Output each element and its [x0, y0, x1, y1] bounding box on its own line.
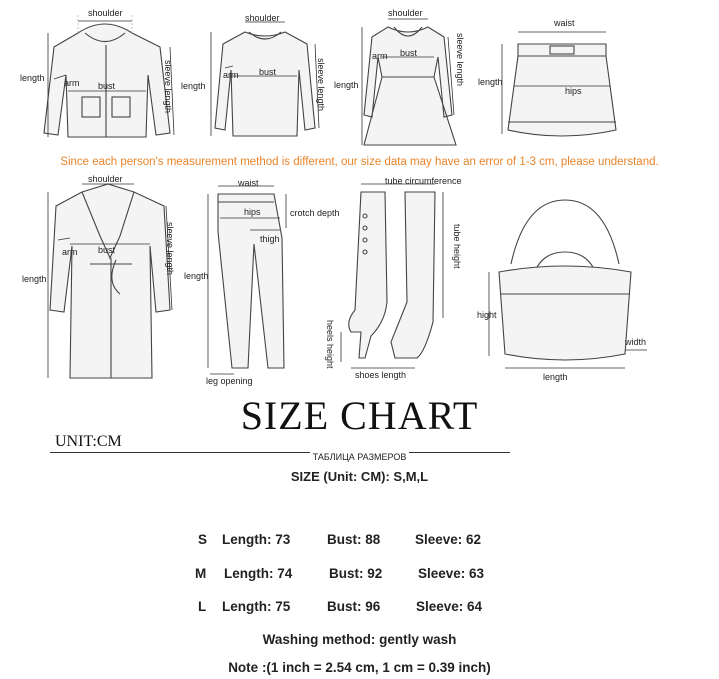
jacket-length-label: length — [20, 73, 45, 83]
dress-bust-label: bust — [400, 48, 418, 58]
boots-shoes-length-label: shoes length — [355, 370, 407, 380]
dress-sleeve-length-label: sleeve length — [455, 33, 465, 87]
boots-tube-height-label: tube height — [452, 224, 462, 269]
skirt-waist-label: waist — [554, 18, 575, 28]
jacket-arm-label: arm — [64, 78, 80, 88]
size-row — [0, 599, 719, 617]
coat-bust-label: bust — [98, 245, 116, 255]
size-code: M — [195, 566, 207, 581]
jacket-diagram — [20, 5, 190, 155]
dress-length-label: length — [334, 80, 359, 90]
sweater-sleeve-length-label: sleeve length — [316, 58, 326, 112]
pants-illustration — [188, 172, 348, 392]
bag-width-label: width — [625, 337, 647, 347]
sweater-arm-label: arm — [223, 70, 239, 80]
size-bust: Bust: 88 — [327, 532, 381, 547]
boots-tube-circumference-label: tube circumference — [385, 176, 462, 186]
sweater-diagram — [181, 10, 335, 155]
skirt-diagram — [478, 10, 648, 155]
size-sleeve: Sleeve: 63 — [418, 566, 485, 581]
jacket-shoulder-label: shoulder — [88, 8, 123, 18]
sweater-bust-label: bust — [259, 67, 277, 77]
coat-diagram — [20, 172, 195, 392]
pants-hips-label: hips — [244, 207, 261, 217]
pants-length-label: length — [184, 271, 209, 281]
bag-hight-label: hight — [477, 310, 497, 320]
bag-illustration — [475, 190, 655, 390]
size-line: SIZE (Unit: CM): S,M,L — [290, 469, 429, 484]
size-code: S — [198, 532, 208, 547]
pants-crotch-depth-label: crotch depth — [290, 208, 340, 218]
measurement-notice: Since each person's measurement method is different, our size data may have an error of 1-3 cm, please understand. — [60, 156, 659, 168]
sweater-length-label: length — [181, 81, 206, 91]
pants-thigh-label: thigh — [260, 234, 280, 244]
size-row — [0, 532, 719, 550]
skirt-hips-label: hips — [565, 86, 582, 96]
jacket-bust-label: bust — [98, 81, 116, 91]
bag-length-label: length — [543, 372, 568, 382]
size-bust: Bust: 92 — [329, 566, 383, 581]
dress-illustration — [360, 5, 470, 155]
boots-heels-height-label: heels height — [325, 320, 335, 369]
size-sleeve: Sleeve: 64 — [416, 599, 483, 614]
sweater-shoulder-label: shoulder — [245, 13, 280, 23]
jacket-sleeve-length-label: sleeve length — [163, 60, 173, 114]
conversion-note: Note :(1 inch = 2.54 cm, 1 cm = 0.39 inch) — [228, 660, 491, 675]
coat-shoulder-label: shoulder — [88, 174, 123, 184]
bag-diagram — [475, 190, 655, 390]
size-sleeve: Sleeve: 62 — [415, 532, 482, 547]
coat-sleeve-length-label: sleeve length — [165, 222, 175, 276]
washing-method: Washing method: gently wash — [262, 632, 457, 647]
size-length: Length: 75 — [222, 599, 291, 614]
unit-label: UNIT:CM — [55, 433, 122, 450]
pants-leg-opening-label: leg opening — [206, 376, 253, 386]
dress-diagram — [334, 5, 470, 155]
size-length: Length: 73 — [222, 532, 291, 547]
size-bust: Bust: 96 — [327, 599, 381, 614]
dress-shoulder-label: shoulder — [388, 8, 423, 18]
coat-arm-label: arm — [62, 247, 78, 257]
skirt-illustration — [478, 10, 648, 155]
page-title: SIZE CHART — [240, 393, 479, 438]
russian-subtitle — [0, 447, 719, 465]
pants-waist-label: waist — [238, 178, 259, 188]
size-length: Length: 74 — [224, 566, 293, 581]
size-code: L — [198, 599, 207, 614]
coat-length-label: length — [22, 274, 47, 284]
skirt-length-label: length — [478, 77, 503, 87]
dress-arm-label: arm — [372, 51, 388, 61]
boots-diagram — [325, 172, 475, 392]
pants-diagram — [184, 172, 348, 392]
boots-illustration — [325, 172, 475, 392]
size-row — [0, 566, 719, 584]
russian-subtitle-text: ТАБЛИЦА РАЗМЕРОВ — [310, 452, 410, 462]
